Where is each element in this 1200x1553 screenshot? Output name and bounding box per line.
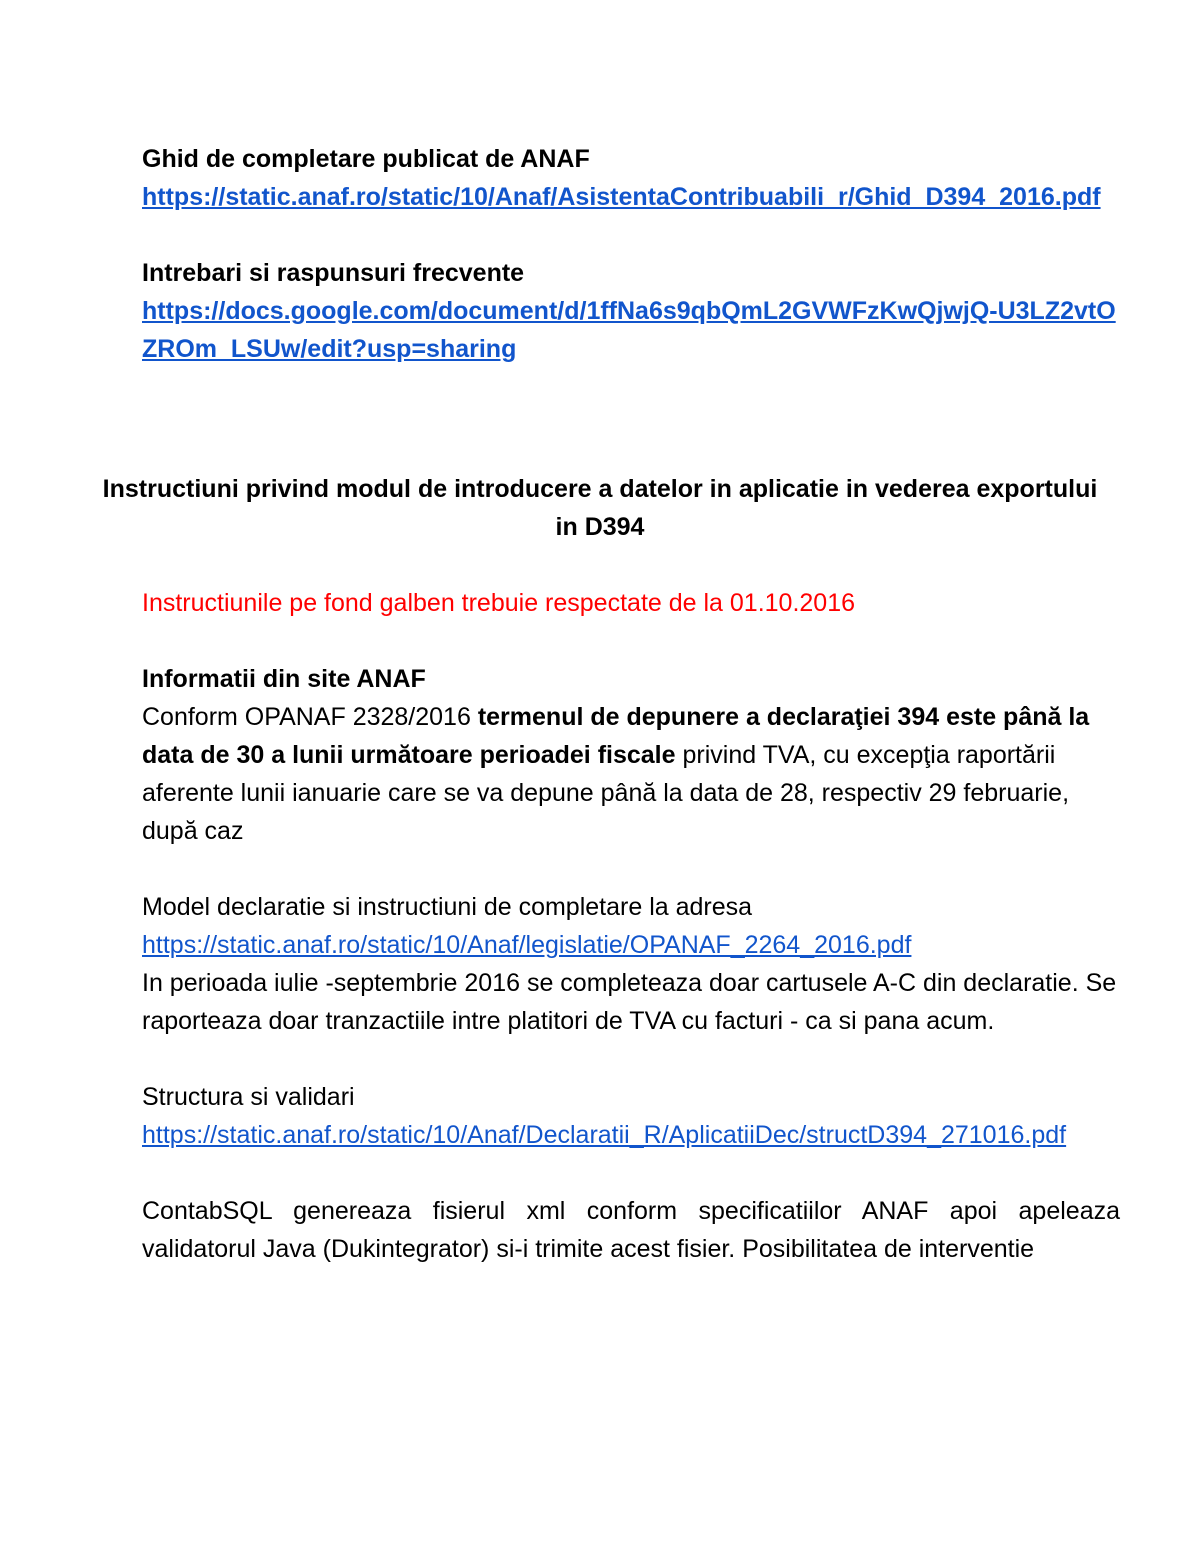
document-page bbox=[102, 140, 1120, 1268]
ghid-link[interactable]: https://static.anaf.ro/static/10/Anaf/AsistentaContribuabili_r/Ghid_D394_2016.pdf bbox=[142, 183, 1101, 211]
anaf-info-paragraph bbox=[142, 698, 1120, 850]
contabsql-paragraph: ContabSQL genereaza fisierul xml conform specificatiilor ANAF apoi apeleaza validatorul Java (Dukintegrator) si-i trimite acest fisier. Posibilitatea de interventie bbox=[142, 1197, 1120, 1263]
faq-title: Intrebari si raspunsuri frecvente bbox=[142, 259, 525, 287]
notice-text: Instructiunile pe fond galben trebuie respectate de la 01.10.2016 bbox=[142, 589, 856, 617]
anaf-info-text-2: privind TVA, cu excepţia raportării aferente lunii ianuarie care se va depune până la data de 28, respectiv 29 februarie, după caz bbox=[142, 741, 1070, 845]
model-note: In perioada iulie -septembrie 2016 se completeaza doar cartusele A-C din declaratie. Se raporteaza doar tranzactiile intre platitori de TVA cu facturi - ca si pana acum. bbox=[142, 969, 1117, 1035]
structure-title: Structura si validari bbox=[142, 1083, 355, 1111]
anaf-info-text-1: Conform OPANAF 2328/2016 bbox=[142, 703, 478, 731]
ghid-title: Ghid de completare publicat de ANAF bbox=[142, 145, 590, 173]
anaf-info-title: Informatii din site ANAF bbox=[142, 665, 426, 693]
faq-link[interactable]: https://docs.google.com/document/d/1ffNa6s9qbQmL2GVWFzKwQjwjQ-U3LZ2vtOZROm_LSUw/edit?usp=sharing bbox=[142, 297, 1116, 363]
anaf-info-text-bold: termenul de depunere a declaraţiei 394 este până la data de 30 a lunii următoare perioadei fiscale bbox=[142, 703, 1090, 769]
instructions-heading: Instructiuni privind modul de introducere a datelor in aplicatie in vederea exportului in D394 bbox=[102, 475, 1098, 541]
structure-link[interactable]: https://static.anaf.ro/static/10/Anaf/Declaratii_R/AplicatiiDec/structD394_271016.pdf bbox=[142, 1121, 1067, 1149]
model-link[interactable]: https://static.anaf.ro/static/10/Anaf/legislatie/OPANAF_2264_2016.pdf bbox=[142, 931, 912, 959]
model-title: Model declaratie si instructiuni de completare la adresa bbox=[142, 893, 753, 921]
